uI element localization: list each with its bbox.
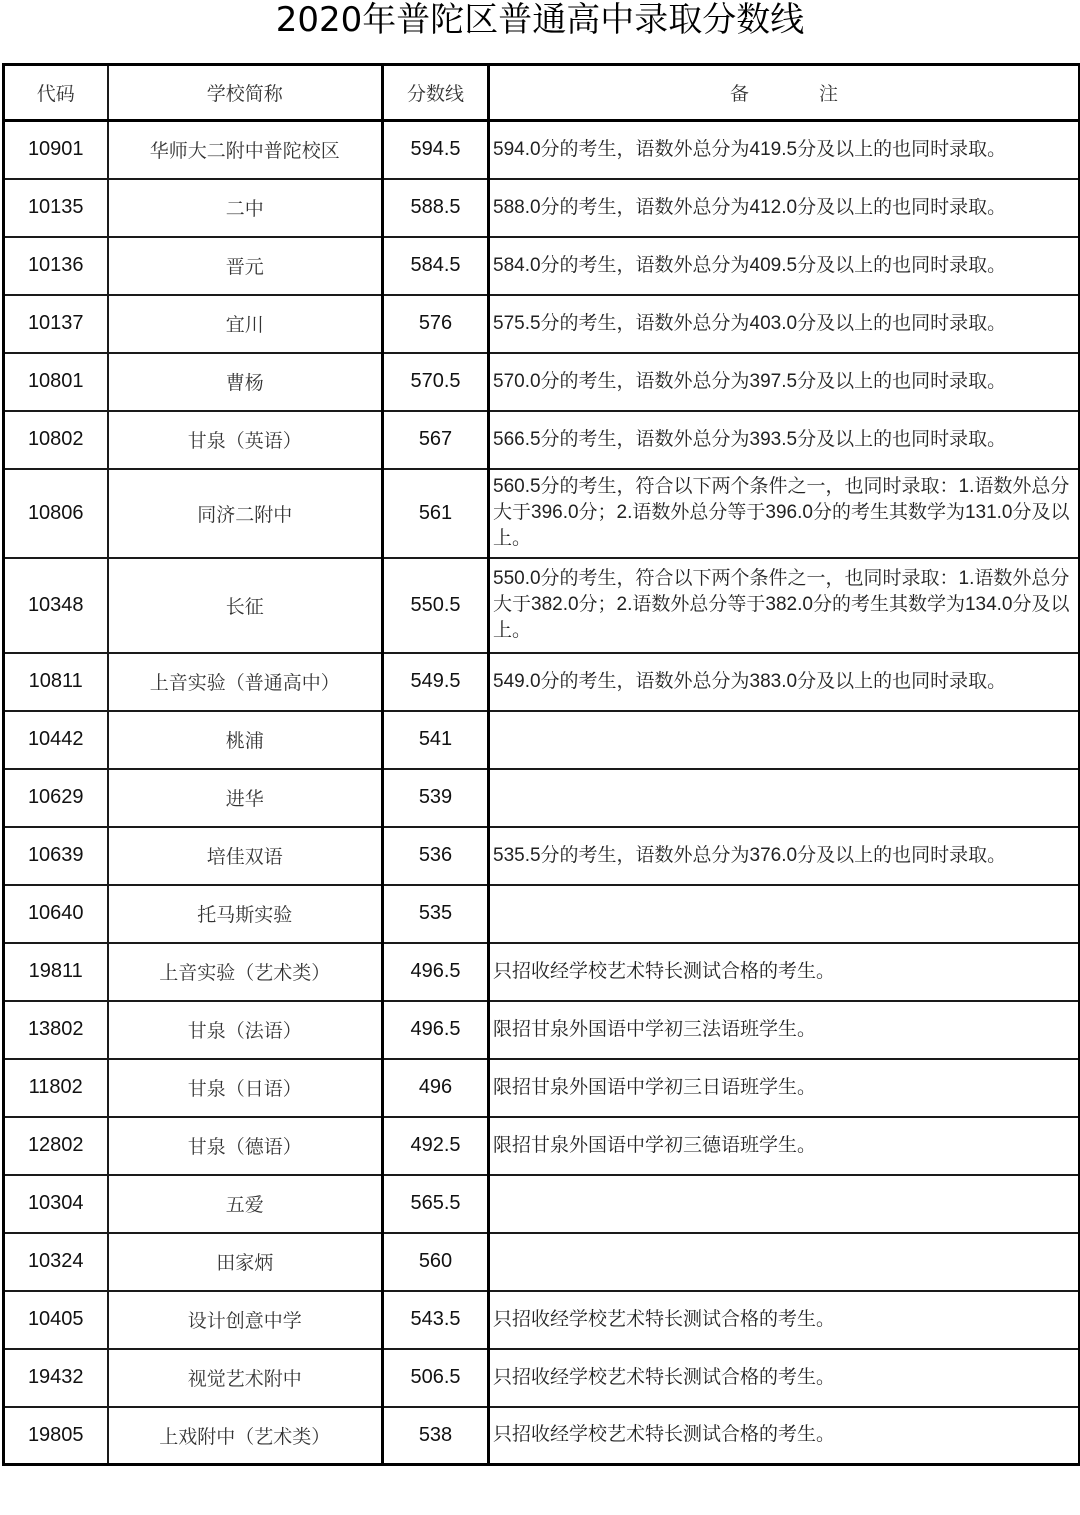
cell-note: 限招甘泉外国语中学初三日语班学生。 bbox=[489, 1059, 1080, 1117]
cell-code: 10405 bbox=[4, 1291, 108, 1349]
cell-code: 10801 bbox=[4, 353, 108, 411]
table-row bbox=[4, 1001, 1080, 1059]
cell-score: 538 bbox=[383, 1407, 489, 1465]
cell-code: 12802 bbox=[4, 1117, 108, 1175]
cell-school-name: 甘泉（日语） bbox=[108, 1059, 383, 1117]
cell-score: 496.5 bbox=[383, 943, 489, 1001]
cell-note bbox=[489, 711, 1080, 769]
table-row bbox=[4, 1407, 1080, 1465]
cell-school-name: 甘泉（法语） bbox=[108, 1001, 383, 1059]
table-row bbox=[4, 558, 1080, 653]
cell-score: 567 bbox=[383, 411, 489, 469]
cell-code: 10811 bbox=[4, 653, 108, 711]
cell-code: 10135 bbox=[4, 179, 108, 237]
cell-code: 10136 bbox=[4, 237, 108, 295]
cell-note: 只招收经学校艺术特长测试合格的考生。 bbox=[489, 1291, 1080, 1349]
cell-score: 594.5 bbox=[383, 121, 489, 179]
cell-school-name: 设计创意中学 bbox=[108, 1291, 383, 1349]
header-code: 代码 bbox=[4, 65, 108, 121]
table-row bbox=[4, 769, 1080, 827]
admission-score-table bbox=[2, 63, 1080, 1466]
cell-note: 只招收经学校艺术特长测试合格的考生。 bbox=[489, 1349, 1080, 1407]
table-row bbox=[4, 411, 1080, 469]
cell-code: 10639 bbox=[4, 827, 108, 885]
table-row bbox=[4, 1059, 1080, 1117]
cell-school-name: 上音实验（艺术类） bbox=[108, 943, 383, 1001]
cell-school-name: 同济二附中 bbox=[108, 469, 383, 558]
table-row bbox=[4, 885, 1080, 943]
cell-code: 10348 bbox=[4, 558, 108, 653]
cell-note bbox=[489, 885, 1080, 943]
cell-note: 限招甘泉外国语中学初三德语班学生。 bbox=[489, 1117, 1080, 1175]
cell-school-name: 长征 bbox=[108, 558, 383, 653]
cell-code: 10304 bbox=[4, 1175, 108, 1233]
cell-note: 只招收经学校艺术特长测试合格的考生。 bbox=[489, 1407, 1080, 1465]
cell-school-name: 田家炳 bbox=[108, 1233, 383, 1291]
header-score: 分数线 bbox=[383, 65, 489, 121]
table-row bbox=[4, 295, 1080, 353]
cell-score: 550.5 bbox=[383, 558, 489, 653]
table-row bbox=[4, 1291, 1080, 1349]
header-note bbox=[489, 65, 1080, 121]
cell-code: 19805 bbox=[4, 1407, 108, 1465]
cell-code: 13802 bbox=[4, 1001, 108, 1059]
cell-score: 541 bbox=[383, 711, 489, 769]
cell-note: 限招甘泉外国语中学初三法语班学生。 bbox=[489, 1001, 1080, 1059]
cell-score: 560 bbox=[383, 1233, 489, 1291]
cell-school-name: 视觉艺术附中 bbox=[108, 1349, 383, 1407]
cell-note: 570.0分的考生，语数外总分为397.5分及以上的也同时录取。 bbox=[489, 353, 1080, 411]
header-note-part2: 注 bbox=[819, 83, 839, 105]
cell-school-name: 晋元 bbox=[108, 237, 383, 295]
cell-note: 549.0分的考生，语数外总分为383.0分及以上的也同时录取。 bbox=[489, 653, 1080, 711]
cell-score: 565.5 bbox=[383, 1175, 489, 1233]
cell-note bbox=[489, 1175, 1080, 1233]
cell-code: 10901 bbox=[4, 121, 108, 179]
table-row bbox=[4, 943, 1080, 1001]
page-title: 2020年普陀区普通高中录取分数线 bbox=[275, 0, 805, 40]
table-row bbox=[4, 179, 1080, 237]
table-row bbox=[4, 711, 1080, 769]
cell-score: 536 bbox=[383, 827, 489, 885]
cell-code: 10806 bbox=[4, 469, 108, 558]
cell-note: 550.0分的考生，符合以下两个条件之一，也同时录取：1.语数外总分大于382.0分；2.语数外总分等于382.0分的考生其数学为134.0分及以上。 bbox=[489, 558, 1080, 653]
cell-score: 539 bbox=[383, 769, 489, 827]
table-row bbox=[4, 121, 1080, 179]
cell-score: 496.5 bbox=[383, 1001, 489, 1059]
cell-code: 10442 bbox=[4, 711, 108, 769]
cell-school-name: 甘泉（德语） bbox=[108, 1117, 383, 1175]
cell-score: 588.5 bbox=[383, 179, 489, 237]
table-row bbox=[4, 1233, 1080, 1291]
cell-note: 594.0分的考生，语数外总分为419.5分及以上的也同时录取。 bbox=[489, 121, 1080, 179]
cell-code: 11802 bbox=[4, 1059, 108, 1117]
cell-score: 561 bbox=[383, 469, 489, 558]
table-row bbox=[4, 1175, 1080, 1233]
cell-school-name: 甘泉（英语） bbox=[108, 411, 383, 469]
cell-score: 576 bbox=[383, 295, 489, 353]
cell-score: 496 bbox=[383, 1059, 489, 1117]
table-row bbox=[4, 1349, 1080, 1407]
cell-code: 10640 bbox=[4, 885, 108, 943]
cell-score: 543.5 bbox=[383, 1291, 489, 1349]
cell-code: 19811 bbox=[4, 943, 108, 1001]
cell-code: 10324 bbox=[4, 1233, 108, 1291]
cell-note: 560.5分的考生，符合以下两个条件之一，也同时录取：1.语数外总分大于396.0分；2.语数外总分等于396.0分的考生其数学为131.0分及以上。 bbox=[489, 469, 1080, 558]
cell-school-name: 曹杨 bbox=[108, 353, 383, 411]
header-note-part1: 备 bbox=[729, 83, 749, 105]
cell-school-name: 五爱 bbox=[108, 1175, 383, 1233]
cell-code: 10802 bbox=[4, 411, 108, 469]
table-row bbox=[4, 237, 1080, 295]
cell-note: 584.0分的考生，语数外总分为409.5分及以上的也同时录取。 bbox=[489, 237, 1080, 295]
cell-code: 10629 bbox=[4, 769, 108, 827]
table-row bbox=[4, 469, 1080, 558]
table-row bbox=[4, 827, 1080, 885]
table-row bbox=[4, 353, 1080, 411]
cell-note: 588.0分的考生，语数外总分为412.0分及以上的也同时录取。 bbox=[489, 179, 1080, 237]
cell-school-name: 上戏附中（艺术类） bbox=[108, 1407, 383, 1465]
cell-school-name: 进华 bbox=[108, 769, 383, 827]
cell-score: 492.5 bbox=[383, 1117, 489, 1175]
cell-score: 570.5 bbox=[383, 353, 489, 411]
table-row bbox=[4, 653, 1080, 711]
cell-code: 10137 bbox=[4, 295, 108, 353]
cell-school-name: 华师大二附中普陀校区 bbox=[108, 121, 383, 179]
table-header-row bbox=[4, 65, 1080, 121]
cell-school-name: 桃浦 bbox=[108, 711, 383, 769]
cell-score: 584.5 bbox=[383, 237, 489, 295]
cell-note bbox=[489, 1233, 1080, 1291]
cell-school-name: 托马斯实验 bbox=[108, 885, 383, 943]
header-school-name: 学校简称 bbox=[108, 65, 383, 121]
table-row bbox=[4, 1117, 1080, 1175]
cell-note: 只招收经学校艺术特长测试合格的考生。 bbox=[489, 943, 1080, 1001]
cell-code: 19432 bbox=[4, 1349, 108, 1407]
cell-school-name: 上音实验（普通高中） bbox=[108, 653, 383, 711]
cell-note bbox=[489, 769, 1080, 827]
cell-note: 566.5分的考生，语数外总分为393.5分及以上的也同时录取。 bbox=[489, 411, 1080, 469]
cell-note: 575.5分的考生，语数外总分为403.0分及以上的也同时录取。 bbox=[489, 295, 1080, 353]
cell-score: 506.5 bbox=[383, 1349, 489, 1407]
cell-score: 535 bbox=[383, 885, 489, 943]
cell-school-name: 宜川 bbox=[108, 295, 383, 353]
cell-school-name: 培佳双语 bbox=[108, 827, 383, 885]
cell-note: 535.5分的考生，语数外总分为376.0分及以上的也同时录取。 bbox=[489, 827, 1080, 885]
cell-school-name: 二中 bbox=[108, 179, 383, 237]
cell-score: 549.5 bbox=[383, 653, 489, 711]
